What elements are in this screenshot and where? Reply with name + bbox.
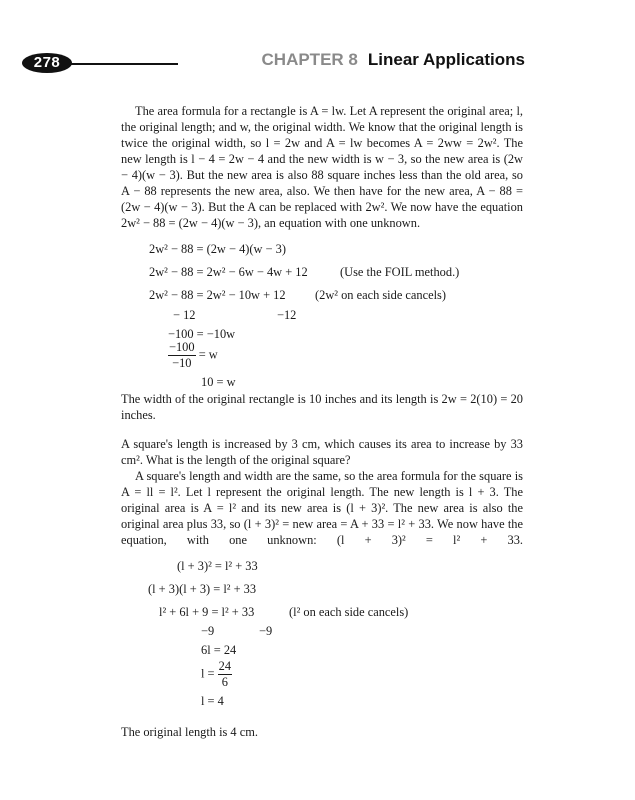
p2-subtract-left: −9 xyxy=(201,624,215,638)
p2-step-2: (l + 3)(l + 3) = l² + 33 xyxy=(148,582,257,596)
p2-fraction-numerator: 24 xyxy=(218,659,232,673)
p1-fraction-denominator: −10 xyxy=(172,356,192,370)
p2-step-6: l = 4 xyxy=(201,694,224,708)
problem2-conclusion: The original length is 4 cm. xyxy=(121,725,258,739)
p1-step-6: 10 = w xyxy=(201,375,236,389)
p1-step-2-note: (Use the FOIL method.) xyxy=(340,265,460,279)
page-body xyxy=(121,103,523,740)
chapter-label: CHAPTER 8 xyxy=(261,50,358,69)
p1-step-1: 2w² − 88 = (2w − 4)(w − 3) xyxy=(149,242,286,256)
p1-step-4: −100 = −10w xyxy=(168,327,236,341)
p1-step-2: 2w² − 88 = 2w² − 6w − 4w + 12 xyxy=(149,265,308,279)
p1-fraction xyxy=(168,340,196,371)
p2-subtract-right: −9 xyxy=(259,624,273,638)
chapter-heading xyxy=(262,50,525,70)
p2-step-5 xyxy=(201,659,232,690)
p2-step-3-note: (l² on each side cancels) xyxy=(289,605,409,619)
p1-subtract-right: −12 xyxy=(277,308,297,322)
p1-step-3: 2w² − 88 = 2w² − 10w + 12 xyxy=(149,288,286,302)
header-rule xyxy=(60,63,178,65)
p2-step-4: 6l = 24 xyxy=(201,643,237,657)
page-number-badge: 278 xyxy=(22,53,72,73)
problem2-work xyxy=(121,552,523,712)
p1-step-5 xyxy=(168,340,218,371)
p1-fraction-numerator: −100 xyxy=(169,340,195,354)
problem1-work xyxy=(121,235,523,389)
p1-step-3-note: (2w² on each side cancels) xyxy=(315,288,447,302)
problem1-solution-paragraph: The area formula for a rectangle is A = lw. Let A represent the original area; l, the original length; and w, the original width. We know that the original length is twice the original width, so l = 2w and A = lw becomes A = 2ww = 2w². The new length is l − 4 = 2w − 4 and the new width is w − 3, so the new area is (2w − 4)(w − 3). But the new area is also 88 square inches less than the old area, so A − 88 represents the new area, also. We then have for the new area, A − 88 = (2w − 4)(w − 3). But the A can be replaced with 2w². We now have the equation 2w² − 88 = (2w − 4)(w − 3), an equation with one unknown. xyxy=(121,104,523,230)
p2-step-1: (l + 3)² = l² + 33 xyxy=(177,559,258,573)
p2-step-5-lhs: l = xyxy=(201,666,215,681)
problem1-conclusion: The width of the original rectangle is 10 inches and its length is 2w = 2(10) = 20 inches. xyxy=(121,392,523,422)
p2-fraction xyxy=(218,659,232,690)
p2-step-3: l² + 6l + 9 = l² + 33 xyxy=(159,605,255,619)
p1-step-5-rhs: = w xyxy=(198,347,218,362)
problem2-solution-paragraph: A square's length and width are the same, so the area formula for the square is A = ll = l². Let l represent the original length. The new length is l + 3. The original area is A = l² and its new area is (l + 3)². The new area is also the original area plus 33, so (l + 3)² = new area = A + 33 = l² + 33. We now have the equation, with one unknown: (l + 3)² = l² + 33. xyxy=(121,469,523,547)
p1-subtract-left: − 12 xyxy=(173,308,196,322)
chapter-title: Linear Applications xyxy=(367,50,525,69)
problem2-question: A square's length is increased by 3 cm, which causes its area to increase by 33 cm². What is the length of the original square? xyxy=(121,437,523,467)
p2-fraction-denominator: 6 xyxy=(221,675,228,689)
